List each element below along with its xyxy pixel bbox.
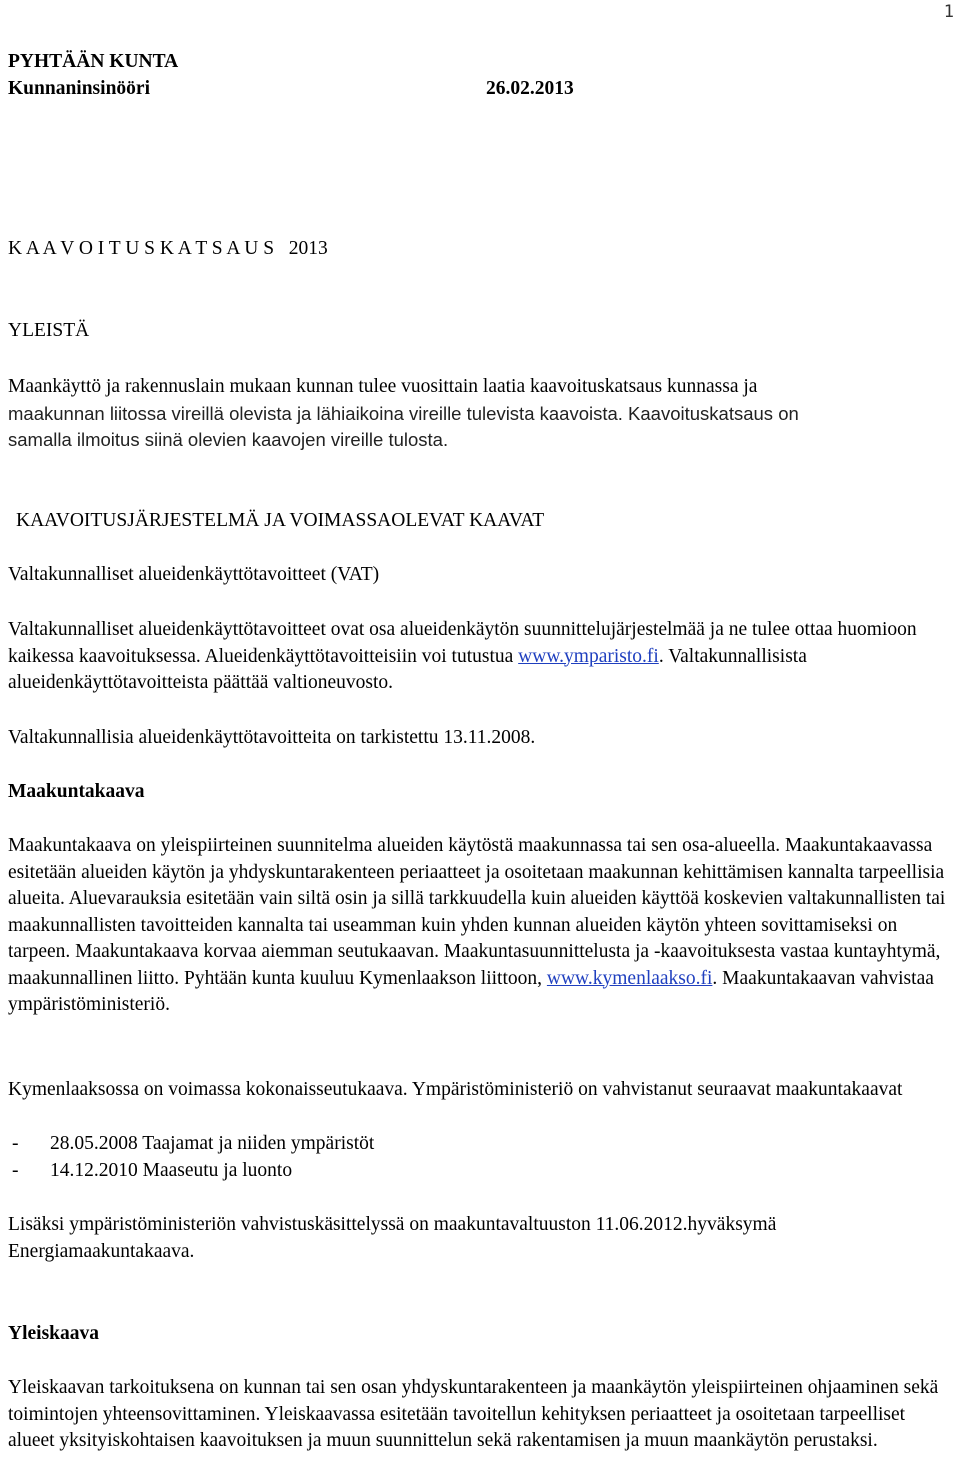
document-title: K A A V O I T U S K A T S A U S 2013	[8, 238, 328, 259]
vat-revision-note: Valtakunnallisia alueidenkäyttötavoitteita on tarkistettu 13.11.2008.	[8, 727, 536, 748]
yleista-line-2: maakunnan liitossa vireillä olevista ja lähiaikoina vireille tulevista kaavoista. Kaavoituskatsaus on	[8, 402, 799, 424]
vat-text-a: Valtakunnalliset alueidenkäyttötavoitteet ovat osa alueidenkäytön suunnittelujärjestelmää ja ne tulee ottaa huomioon kaikessa kaavoituksessa. Alueidenkäyttötavoitteisiin voi tutustua	[8, 619, 917, 667]
vat-paragraph	[8, 617, 954, 697]
organization-name: PYHTÄÄN KUNTA	[8, 51, 179, 72]
list-item-text: 14.12.2010 Maaseutu ja luonto	[50, 1159, 293, 1181]
author-role: Kunnaninsinööri	[8, 77, 150, 99]
yleista-line-3: samalla ilmoitus siinä olevien kaavojen vireille tulosta.	[8, 429, 449, 450]
list-item	[8, 1158, 954, 1185]
kymenlaakso-link[interactable]: www.kymenlaakso.fi	[546, 967, 713, 989]
list-dash: -	[12, 1159, 19, 1181]
document-date: 26.02.2013	[485, 77, 574, 99]
section-heading-yleista: YLEISTÄ	[8, 320, 90, 341]
yleista-paragraph	[8, 374, 954, 454]
vat-text-b: . Valtakunnallisista alueidenkäyttötavoitteista päättää valtioneuvosto.	[8, 645, 807, 693]
ymparisto-link[interactable]: www.ymparisto.fi	[518, 645, 659, 667]
maakuntakaava-confirmed-paragraph: Kymenlaaksossa on voimassa kokonaisseutukaava. Ympäristöministeriö on vahvistanut seuraavat maakuntakaavat	[8, 1079, 903, 1100]
maakuntakaava-text-a: Maakuntakaava on yleispiirteinen suunnitelma alueiden käytöstä maakunnassa tai sen osa-alueella. Maakuntakaavassa esitetään alueiden käytön ja yhdyskuntarakenteen periaatteet ja osoitetaan maakunnan kehittämisen kannalta tarpeellisia alueita. Aluevarauksia esitetään vain siltä osin ja sillä tarkkuudella kuin alueiden käyttöä koskevien valtakunnallisten tai maakunnallisten tavoitteiden kannalta tai useamman kuin yhden kunnan alueiden käytön yhteen sovittamiseksi on tarpeen. Maakuntakaava korvaa aiemman seutukaavan. Maakuntasuunnittelusta ja -kaavoituksesta vastaa kuntayhtymä, maakunnallinen liitto. Pyhtään kunta kuuluu Kymenlaakson liittoon,	[8, 835, 946, 989]
maakuntakaava-text-b: . Maakuntakaavan vahvistaa ympäristöministeriö.	[8, 967, 934, 1015]
confirmed-plans-list	[8, 1131, 954, 1184]
section-heading-maakuntakaava: Maakuntakaava	[8, 781, 145, 802]
yleiskaava-paragraph: Yleiskaavan tarkoituksena on kunnan tai sen osan yhdyskuntarakenteen ja maankäytön yleispiirteinen ohjaaminen sekä toimintojen yhteensovittaminen. Yleiskaavassa esitetään tavoitellun kehityksen periaatteet ja osoitetaan tarpeelliset alueet yksityiskohtaisen kaavoituksen ja muun suunnittelun sekä rakentamisen ja muun maankäytön perustaksi.	[8, 1377, 939, 1451]
section-heading-yleiskaava: Yleiskaava	[8, 1323, 100, 1344]
list-dash: -	[12, 1133, 19, 1154]
list-item	[8, 1131, 954, 1158]
vat-heading: Valtakunnalliset alueidenkäyttötavoitteet (VAT)	[8, 564, 380, 585]
author-line	[8, 76, 954, 103]
maakuntakaava-paragraph	[8, 833, 954, 1019]
list-item-text: 28.05.2008 Taajamat ja niiden ympäristöt	[50, 1133, 375, 1154]
page-number: 1	[943, 2, 954, 22]
section-heading-system: KAAVOITUSJÄRJESTELMÄ JA VOIMASSAOLEVAT KAAVAT	[16, 510, 545, 531]
document-header	[8, 49, 954, 102]
yleista-line-1: Maankäyttö ja rakennuslain mukaan kunnan tulee vuosittain laatia kaavoituskatsaus kunnassa ja	[8, 376, 758, 397]
energiamaakuntakaava-paragraph: Lisäksi ympäristöministeriön vahvistuskäsittelyssä on maakuntavaltuuston 11.06.2012.hyväksymä Energiamaakuntakaava.	[8, 1214, 777, 1262]
